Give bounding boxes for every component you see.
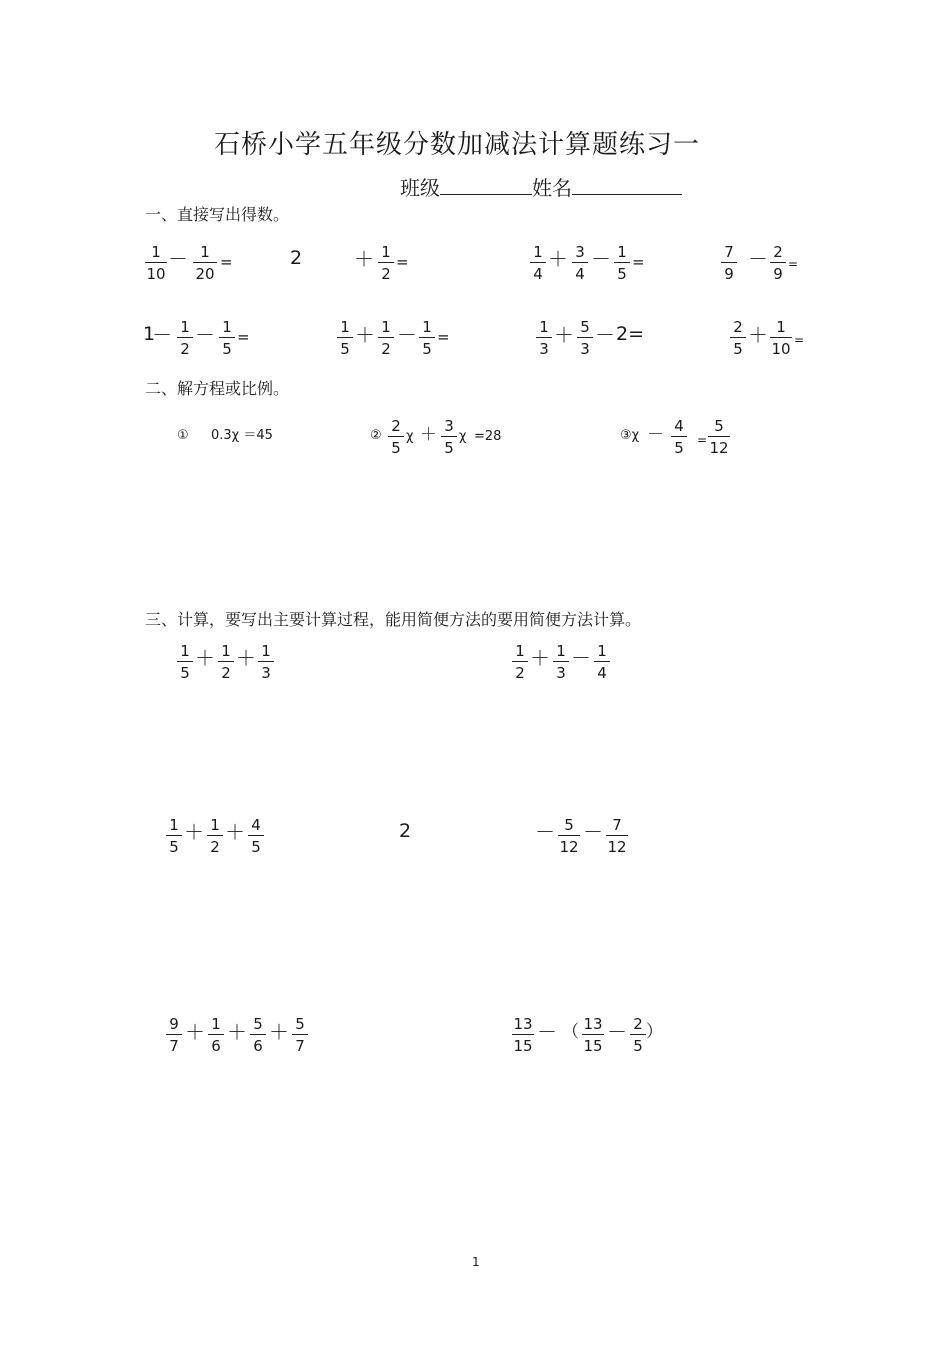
plus-sign: ＋ xyxy=(530,646,550,670)
plus-sign: ＋ xyxy=(195,646,215,670)
fraction: 1 2 xyxy=(177,318,193,358)
fraction: 2 9 xyxy=(770,243,786,283)
minus-sign: － xyxy=(168,247,188,271)
minus-sign: － xyxy=(397,323,417,347)
fraction: 5 12 xyxy=(559,816,579,856)
fraction: 7 9 xyxy=(721,243,737,283)
class-blank[interactable] xyxy=(440,176,532,195)
trailing-term: 2= xyxy=(616,323,645,345)
left-parenthesis: （ xyxy=(562,1022,579,1042)
fraction: 1 3 xyxy=(553,642,569,682)
fraction: 1 3 xyxy=(258,642,274,682)
variable-chi: χ xyxy=(459,429,467,444)
minus-sign: － xyxy=(195,323,215,347)
class-label: 班级 xyxy=(400,176,440,200)
fraction: 1 5 xyxy=(166,816,182,856)
fraction: 1 10 xyxy=(146,243,166,283)
plus-sign: ＋ xyxy=(354,247,374,271)
fraction: 5 3 xyxy=(577,318,593,358)
minus-sign: － xyxy=(571,646,591,670)
fraction: 1 2 xyxy=(378,318,394,358)
plus-sign: ＋ xyxy=(236,646,256,670)
right-parenthesis: ） xyxy=(646,1022,663,1042)
name-label: 姓名 xyxy=(532,176,572,200)
fraction: 1 2 xyxy=(218,642,234,682)
fraction: 1 5 xyxy=(219,318,235,358)
fraction: 1 5 xyxy=(419,318,435,358)
fraction: 1 5 xyxy=(614,243,630,283)
circled-number: ② xyxy=(370,428,382,443)
section-3-heading: 三、计算，要写出主要计算过程，能用简便方法的要用简便方法计算。 xyxy=(145,610,642,629)
equals-sign: = xyxy=(788,257,799,271)
section-1-heading: 一、直接写出得数。 xyxy=(145,205,290,224)
fraction: 1 4 xyxy=(594,642,610,682)
fraction: 1 5 xyxy=(337,318,353,358)
page-number: 1 xyxy=(472,1255,480,1269)
fraction: 1 4 xyxy=(530,243,546,283)
circled-number: ③χ xyxy=(620,428,640,443)
equation-rhs: =28 xyxy=(474,429,502,444)
minus-sign: － xyxy=(595,323,615,347)
fraction: 1 2 xyxy=(207,816,223,856)
equals-sign: = xyxy=(632,253,645,271)
plus-sign: ＋ xyxy=(225,820,245,844)
plus-sign: ＋ xyxy=(227,1020,247,1044)
equals-sign: = xyxy=(220,253,233,271)
minus-sign: － xyxy=(583,820,603,844)
section-2-heading: 二、解方程或比例。 xyxy=(145,379,290,398)
minus-sign: － xyxy=(591,247,611,271)
fraction: 2 5 xyxy=(730,318,746,358)
equals-sign: = xyxy=(697,433,708,447)
fraction: 5 12 xyxy=(709,417,729,457)
fraction: 1 5 xyxy=(177,642,193,682)
plus-sign: ＋ xyxy=(748,323,768,347)
plus-sign: ＋ xyxy=(554,323,574,347)
equation-text: 0.3χ ＝45 xyxy=(211,428,273,443)
page-title: 石桥小学五年级分数加减法计算题练习一 xyxy=(214,130,701,160)
fraction: 5 7 xyxy=(292,1015,308,1055)
fraction: 1 10 xyxy=(771,318,791,358)
whole-number: 2 xyxy=(290,247,303,269)
student-info xyxy=(400,172,682,201)
plus-sign: ＋ xyxy=(184,820,204,844)
whole-number: 1 xyxy=(143,323,156,345)
fraction: 1 2 xyxy=(512,642,528,682)
fraction: 3 4 xyxy=(572,243,588,283)
fraction: 2 5 xyxy=(388,417,404,457)
plus-sign: ＋ xyxy=(355,323,375,347)
minus-sign: － xyxy=(152,323,172,347)
fraction: 13 15 xyxy=(583,1015,603,1055)
fraction: 1 20 xyxy=(193,243,217,283)
equals-sign: = xyxy=(437,328,450,346)
name-blank[interactable] xyxy=(572,176,682,195)
equals-sign: = xyxy=(237,328,250,346)
equals-sign: = xyxy=(794,333,805,347)
plus-sign: ＋ xyxy=(548,247,568,271)
plus-sign: ＋ xyxy=(420,425,437,445)
minus-sign: － xyxy=(647,425,664,445)
minus-sign: － xyxy=(748,247,768,271)
fraction: 1 2 xyxy=(378,243,394,283)
plus-sign: ＋ xyxy=(185,1020,205,1044)
circled-number: ① xyxy=(177,428,189,443)
fraction: 1 3 xyxy=(536,318,552,358)
fraction: 9 7 xyxy=(166,1015,182,1055)
fraction: 13 15 xyxy=(513,1015,533,1055)
plus-sign: ＋ xyxy=(269,1020,289,1044)
equals-sign: = xyxy=(396,253,409,271)
fraction: 3 5 xyxy=(441,417,457,457)
fraction: 5 6 xyxy=(250,1015,266,1055)
minus-sign: － xyxy=(607,1020,627,1044)
whole-number: 2 xyxy=(399,820,412,842)
minus-sign: － xyxy=(537,1020,557,1044)
fraction: 4 5 xyxy=(248,816,264,856)
minus-sign: － xyxy=(535,820,555,844)
fraction: 2 5 xyxy=(630,1015,646,1055)
variable-chi: χ xyxy=(406,429,414,444)
fraction: 1 6 xyxy=(208,1015,224,1055)
fraction: 7 12 xyxy=(607,816,627,856)
fraction: 4 5 xyxy=(671,417,687,457)
